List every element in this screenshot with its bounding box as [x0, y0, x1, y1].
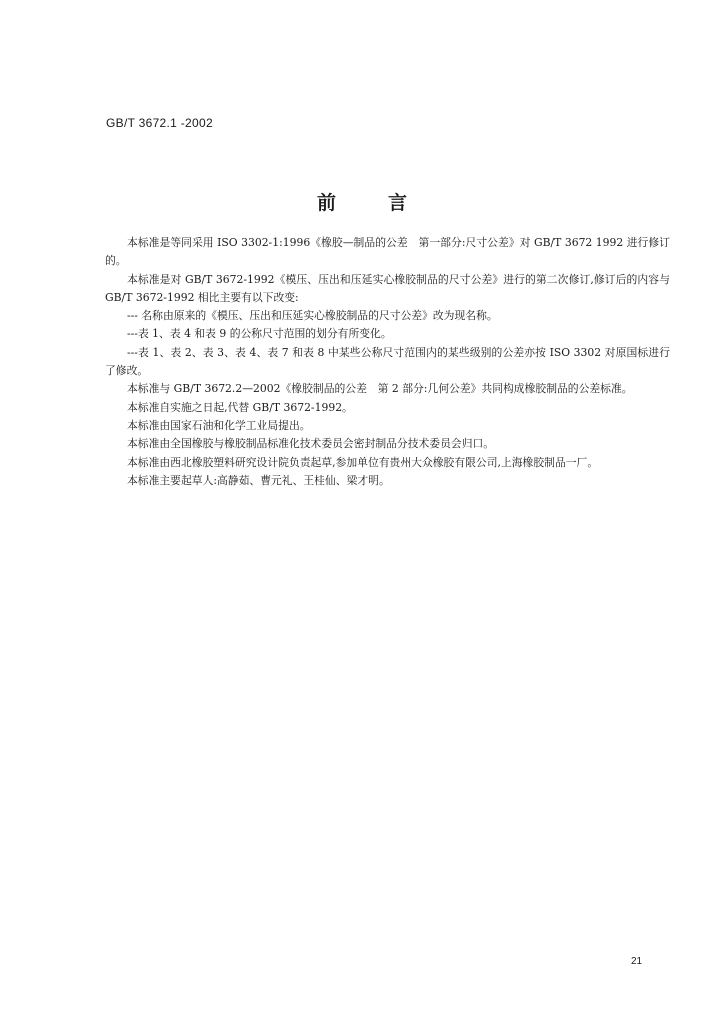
- paragraph-change-name: --- 名称由原来的《模压、压出和压延实心橡胶制品的尺寸公差》改为现名称。: [127, 309, 498, 323]
- foreword-body: [105, 234, 670, 490]
- paragraph-proposer: 本标准由国家石油和化学工业局提出。: [127, 418, 311, 432]
- paragraph-drafting-units: 本标准由西北橡胶塑料研究设计院负责起草,参加单位有贵州大众橡胶有限公司,上海橡胶制品一厂。: [127, 455, 599, 469]
- paragraph-change-tolerances: ---表 1、表 2、表 3、表 4、表 7 和表 8 中某些公称尺寸范围内的某些级别的公差亦按 ISO 3302 对原国标进行了修改。: [105, 345, 670, 378]
- paragraph-committee: 本标准由全国橡胶与橡胶制品标准化技术委员会密封制品分技术委员会归口。: [127, 437, 495, 451]
- paragraph-change-ranges: ---表 1、表 4 和表 9 的公称尺寸范围的划分有所变化。: [127, 327, 392, 341]
- paragraph-revision: 本标准是对 GB/T 3672-1992《模压、压出和压延实心橡胶制品的尺寸公差》进行的第二次修订,修订后的内容与 GB/T 3672-1992 相比主要有以下改变:: [105, 272, 670, 304]
- paragraph-drafters: 本标准主要起草人:高静茹、曹元礼、王桂仙、梁才明。: [127, 473, 390, 487]
- standard-code-header: GB/T 3672.1 -2002: [106, 116, 213, 130]
- page-title: 前言: [316, 192, 459, 214]
- paragraph-related-standard: 本标准与 GB/T 3672.2—2002《橡胶制品的公差 第 2 部分:几何公差》共同构成橡胶制品的公差标准。: [127, 382, 633, 396]
- paragraph-replacement: 本标准自实施之日起,代替 GB/T 3672-1992。: [127, 400, 353, 414]
- page-number: 21: [631, 956, 643, 967]
- paragraph-adoption: 本标准是等同采用 ISO 3302-1:1996《橡胶—制品的公差 第一部分:尺寸公差》对 GB/T 3672 1992 进行修订的。: [105, 236, 670, 268]
